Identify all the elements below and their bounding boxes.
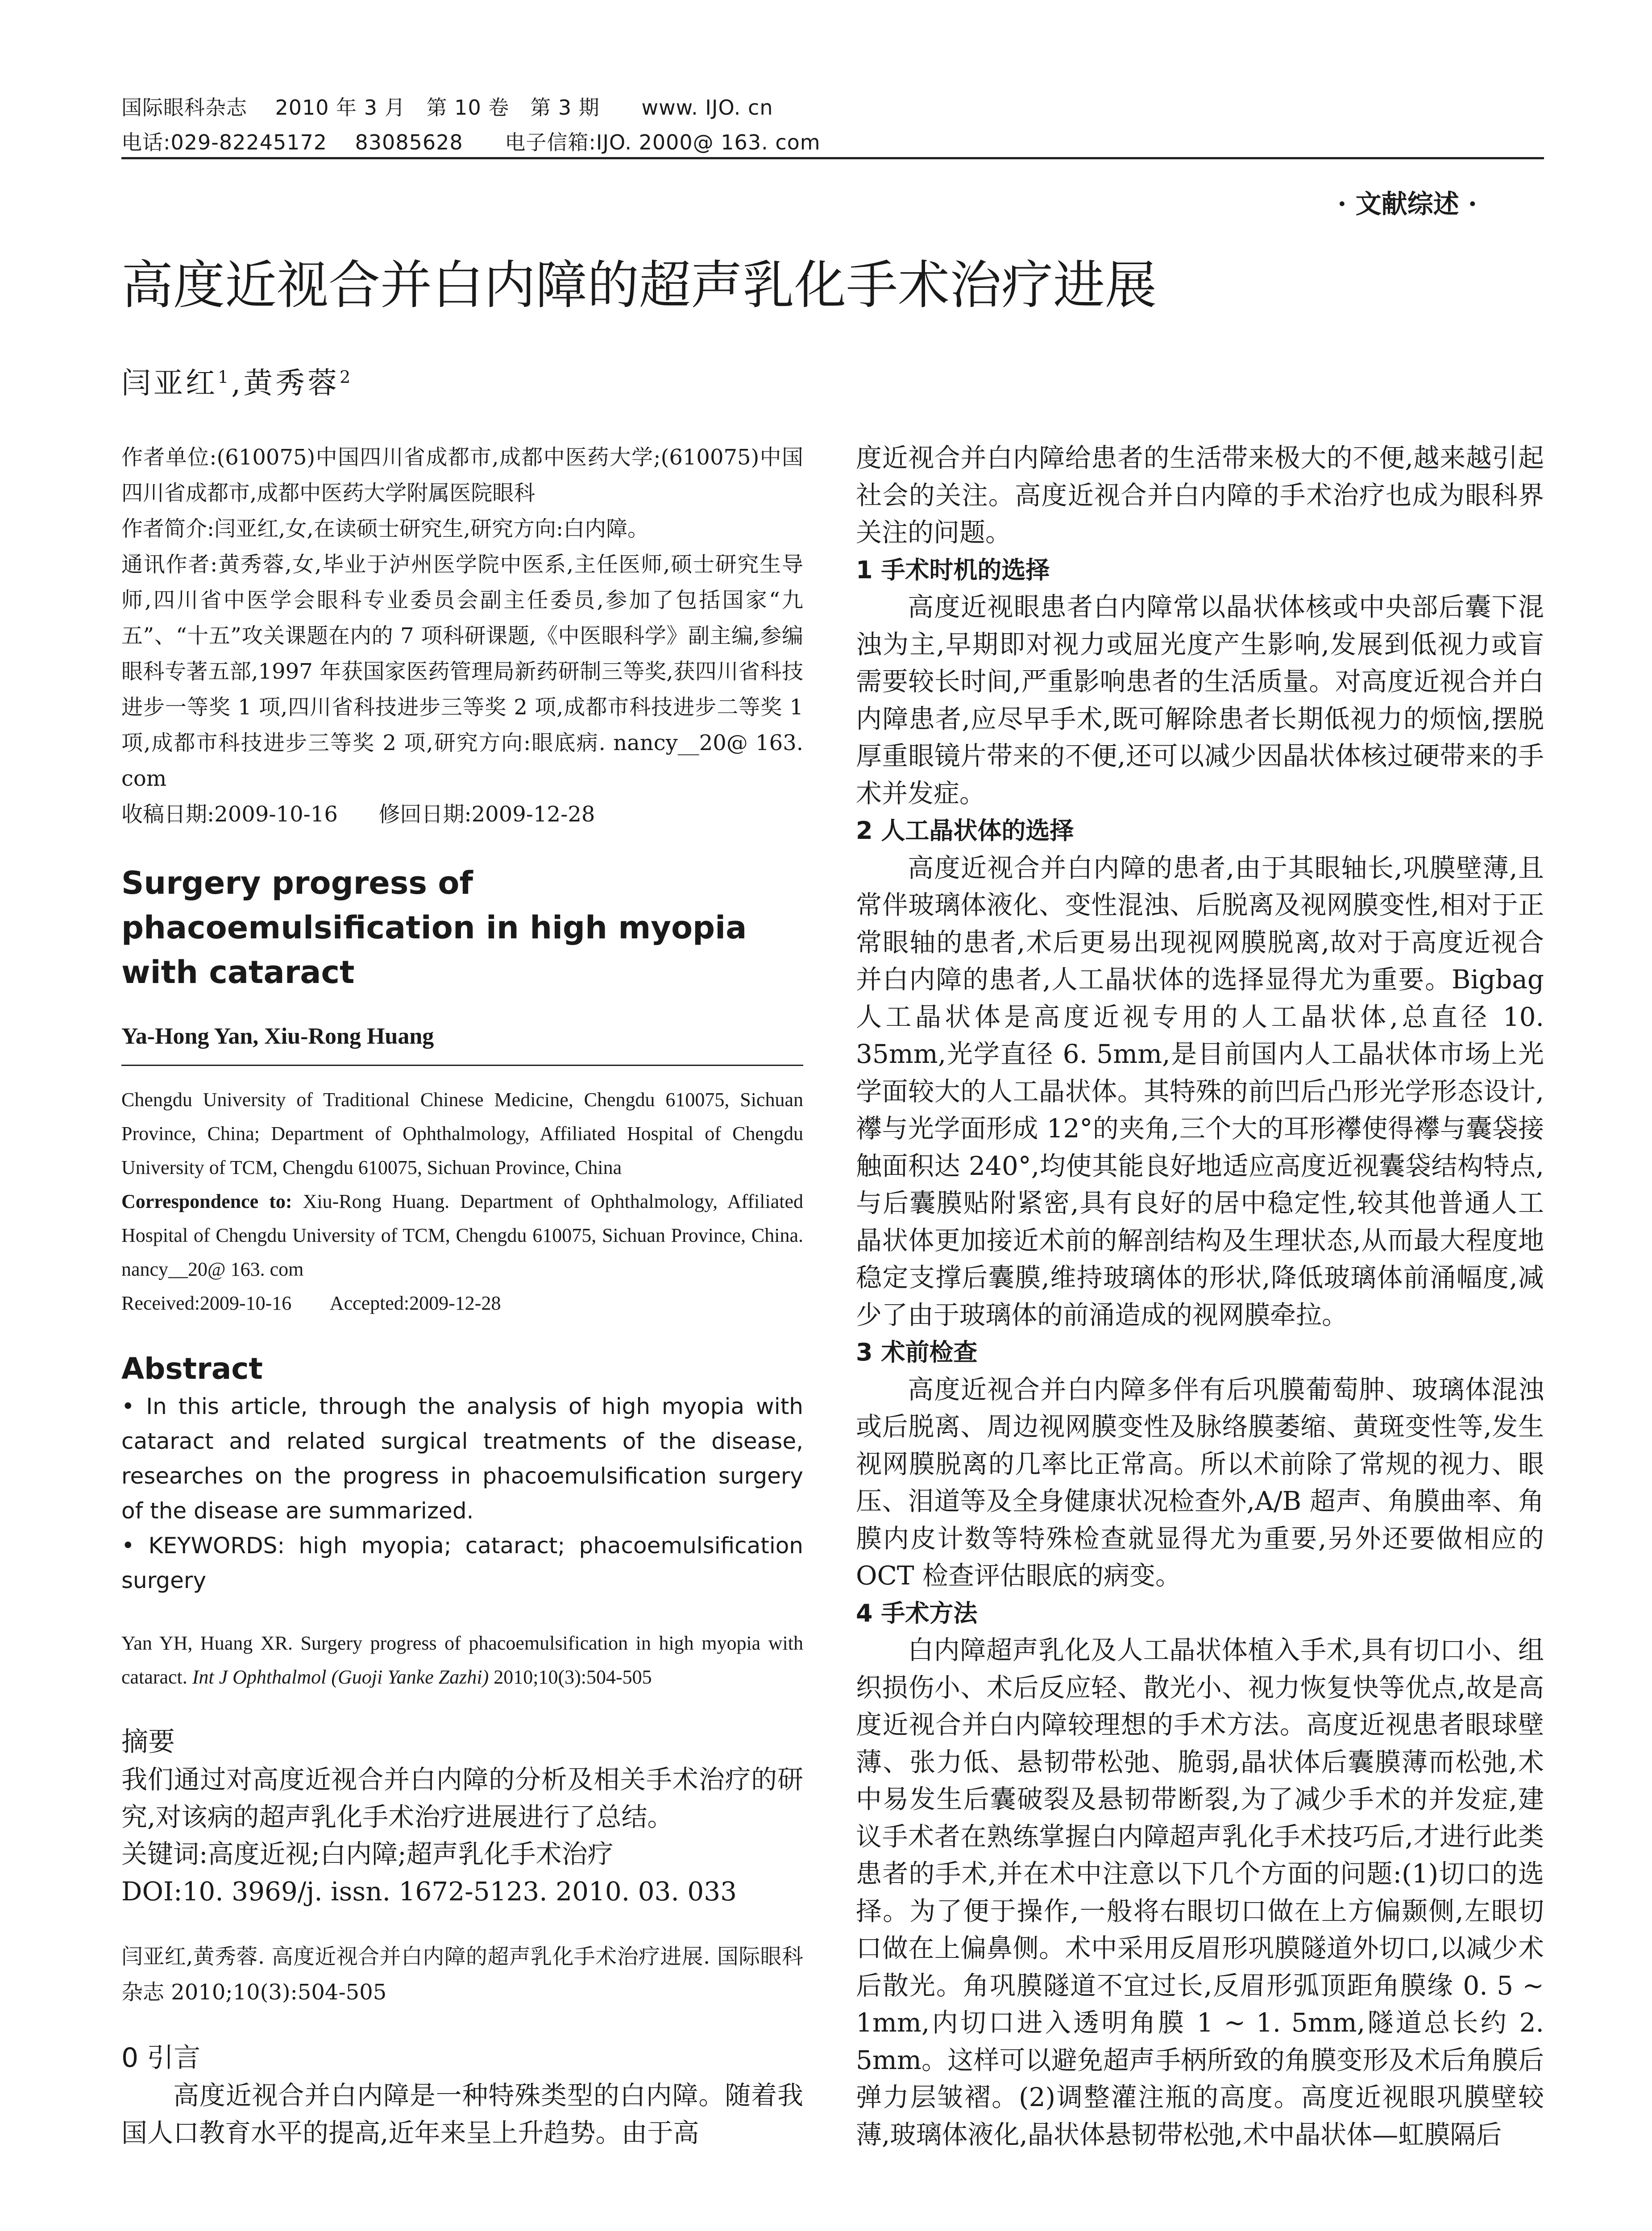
citation-en-journal: Int J Ophthalmol (Guoji Yanke Zazhi) <box>192 1666 489 1688</box>
abstract-text: • In this article, through the analysis of high myopia with cataract and related surgical treatments of the disease, researches on the progress in phacoemulsification surgery of the disease are summarized. <box>121 1393 803 1524</box>
section-4-heading: 4 手术方法 <box>856 1599 978 1627</box>
author-2: 黄秀蓉 <box>243 366 340 400</box>
author-1: 闫亚红 <box>121 366 218 400</box>
intro-text: 高度近视合并白内障是一种特殊类型的白内障。随着我国人口教育水平的提高,近年来呈上升趋势。由于高 <box>121 2080 803 2148</box>
section-2-text: 高度近视合并白内障的患者,由于其眼轴长,巩膜壁薄,且常伴玻璃体液化、变性混浊、后脱离及视网膜变性,相对于正常眼轴的患者,术后更易出现视网膜脱离,故对于高度近视合并白内障的患者,人工晶状体的选择显得尤为重要。Bigbag 人工晶状体是高度近视专用的人工晶状体,总直径 10. 35mm,光学直径 6. 5mm,是目前国内人工晶状体市场上光学面较大的人工晶状体。其特殊的前凹后凸形光学形态设计,襻与光学面形成 12°的夹角,三个大的耳形襻使得襻与囊袋接触面积达 240°,均使其能良好地适应高度近视囊袋结构特点,与后囊膜贴附紧密,具有良好的居中稳定性,较其他普通人工晶状体更加接近术前的解剖结构及生理状态,从而最大程度地稳定支撑后囊膜,维持玻璃体的形状,降低玻璃体前涌幅度,减少了由于玻璃体的前涌造成的视网膜牵拉。 <box>856 852 1544 1330</box>
zh-keywords: 关键词:高度近视;白内障;超声乳化手术治疗 <box>121 1839 614 1869</box>
abstract-heading: Abstract <box>121 1352 263 1386</box>
section-3-heading: 3 术前检查 <box>856 1338 978 1366</box>
citation-en-tail: 2010;10(3):504-505 <box>489 1666 652 1688</box>
correspondence-text: Xiu-Rong Huang. Department of Ophthalmology, Affiliated Hospital of Chengdu University of TCM, Chengdu 610075, Sichuan Province, China. nancy__20@ 163. com <box>121 1190 804 1280</box>
dates-zh: 收稿日期:2009-10-16 修回日期:2009-12-28 <box>121 802 595 827</box>
right-column <box>856 440 1544 2153</box>
zh-abstract-text: 我们通过对高度近视合并白内障的分析及相关手术治疗的研究,对该病的超声乳化手术治疗进展进行了总结。 <box>121 1764 803 1832</box>
author-2-affil: 2 <box>340 367 353 387</box>
journal-header-line-2: 电话:029-82245172 83085628 电子信箱:IJO. 2000@ 163. com <box>121 130 821 154</box>
section-2-heading: 2 人工晶状体的选择 <box>856 817 1074 845</box>
doi: DOI:10. 3969/j. issn. 1672-5123. 2010. 03. 033 <box>121 1876 737 1907</box>
author-bio: 作者简介:闫亚红,女,在读硕士研究生,研究方向:白内障。 <box>121 516 649 541</box>
citation-en-text: Yan YH, Huang XR. Surgery progress of phacoemulsification in high myopia with cataract. <box>121 1632 803 1688</box>
authors-rule <box>121 1065 803 1066</box>
abstract-keywords: • KEYWORDS: high myopia; cataract; phacoemulsification surgery <box>121 1533 803 1593</box>
article-title: 高度近视合并白内障的超声乳化手术治疗进展 <box>121 255 1157 315</box>
section-3-text: 高度近视合并白内障多伴有后巩膜葡萄肿、玻璃体混浊或后脱离、周边视网膜变性及脉络膜萎缩、黄斑变性等,发生视网膜脱离的几率比正常高。所以术前除了常规的视力、眼压、泪道等及全身健康状况检查外,A/B 超声、角膜曲率、角膜内皮计数等特殊检查就显得尤为重要,另外还要做相应的 OCT 检查评估眼底的病变。 <box>856 1374 1544 1591</box>
journal-header-line-1: 国际眼科杂志 2010 年 3 月 第 10 卷 第 3 期 www. IJO. cn <box>121 95 773 120</box>
author-separator: , <box>231 366 244 400</box>
correspondence-label: Correspondence to: <box>121 1190 292 1212</box>
dates-en: Received:2009-10-16 Accepted:2009-12-28 <box>121 1292 501 1314</box>
citation-en <box>121 1626 803 1694</box>
citation-zh: 闫亚红,黄秀蓉. 高度近视合并白内障的超声乳化手术治疗进展. 国际眼科杂志 2010;10(3):504-505 <box>121 1944 803 2005</box>
affiliation-en: Chengdu University of Traditional Chinese Medicine, Chengdu 610075, Sichuan Province, China; Department of Ophthalmology, Affiliated Hospital of Chengdu University of TCM, Chengdu 610075, Sichuan Province, China <box>121 1089 803 1178</box>
section-label: · 文献综述 · <box>1337 189 1477 219</box>
section-1-heading: 1 手术时机的选择 <box>856 556 1050 584</box>
corresponding-author-zh: 通讯作者:黄秀蓉,女,毕业于泸州医学院中医系,主任医师,硕士研究生导师,四川省中医学会眼科专业委员会副主任委员,参加了包括国家“九五”、“十五”攻关课题在内的 7 项科研课题,《中医眼科学》副主编,参编眼科专著五部,1997 年获国家医药管理局新药研制三等奖,获四川省科技进步一等奖 1 项,四川省科技进步三等奖 2 项,成都市科技进步二等奖 1 项,成都市科技进步三等奖 2 项,研究方向:眼底病. nancy__20@ 163. com <box>121 552 803 791</box>
section-4-text: 白内障超声乳化及人工晶状体植入手术,具有切口小、组织损伤小、术后反应轻、散光小、视力恢复快等优点,故是高度近视合并白内障较理想的手术方法。高度近视患者眼球壁薄、张力低、悬韧带松弛、脆弱,晶状体后囊膜薄而松弛,术中易发生后囊破裂及悬韧带断裂,为了减少手术的并发症,建议手术者在熟练掌握白内障超声乳化手术技巧后,才进行此类患者的手术,并在术中注意以下几个方面的问题:(1)切口的选择。为了便于操作,一般将右眼切口做在上方偏颞侧,左眼切口做在上偏鼻侧。术中采用反眉形巩膜隧道外切口,以减少术后散光。角巩膜隧道不宜过长,反眉形弧顶距角膜缘 0. 5 ~ 1mm,内切口进入透明角膜 1 ~ 1. 5mm,隧道总长约 2. 5mm。这样可以避免超声手柄所致的角膜变形及术后角膜后弹力层皱褶。(2)调整灌注瓶的高度。高度近视眼巩膜壁较薄,玻璃体液化,晶状体悬韧带松弛,术中晶状体—虹膜隔后 <box>856 1635 1544 2150</box>
intro-continued: 度近视合并白内障给患者的生活带来极大的不便,越来越引起社会的关注。高度近视合并白内障的手术治疗也成为眼科界关注的问题。 <box>856 443 1544 547</box>
correspondence-en <box>121 1185 803 1286</box>
english-title: Surgery progress of phacoemulsification in high myopia with cataract <box>121 865 747 991</box>
english-authors: Ya-Hong Yan, Xiu-Rong Huang <box>121 1024 434 1049</box>
section-1-text: 高度近视眼患者白内障常以晶状体核或中央部后囊下混浊为主,早期即对视力或屈光度产生影响,发展到低视力或盲需要较长时间,严重影响患者的生活质量。对高度近视合并白内障患者,应尽早手术,既可解除患者长期低视力的烦恼,摆脱厚重眼镜片带来的不便,还可以减少因晶状体核过硬带来的手术并发症。 <box>856 592 1544 809</box>
left-column <box>121 440 803 2152</box>
article-authors <box>121 359 353 402</box>
intro-heading: 0 引言 <box>121 2042 201 2073</box>
affiliation-zh: 作者单位:(610075)中国四川省成都市,成都中医药大学;(610075)中国四川省成都市,成都中医药大学附属医院眼科 <box>121 445 803 506</box>
author-1-affil: 1 <box>218 367 232 387</box>
header-rule <box>121 157 1544 159</box>
zh-abstract-heading: 摘要 <box>121 1726 175 1758</box>
